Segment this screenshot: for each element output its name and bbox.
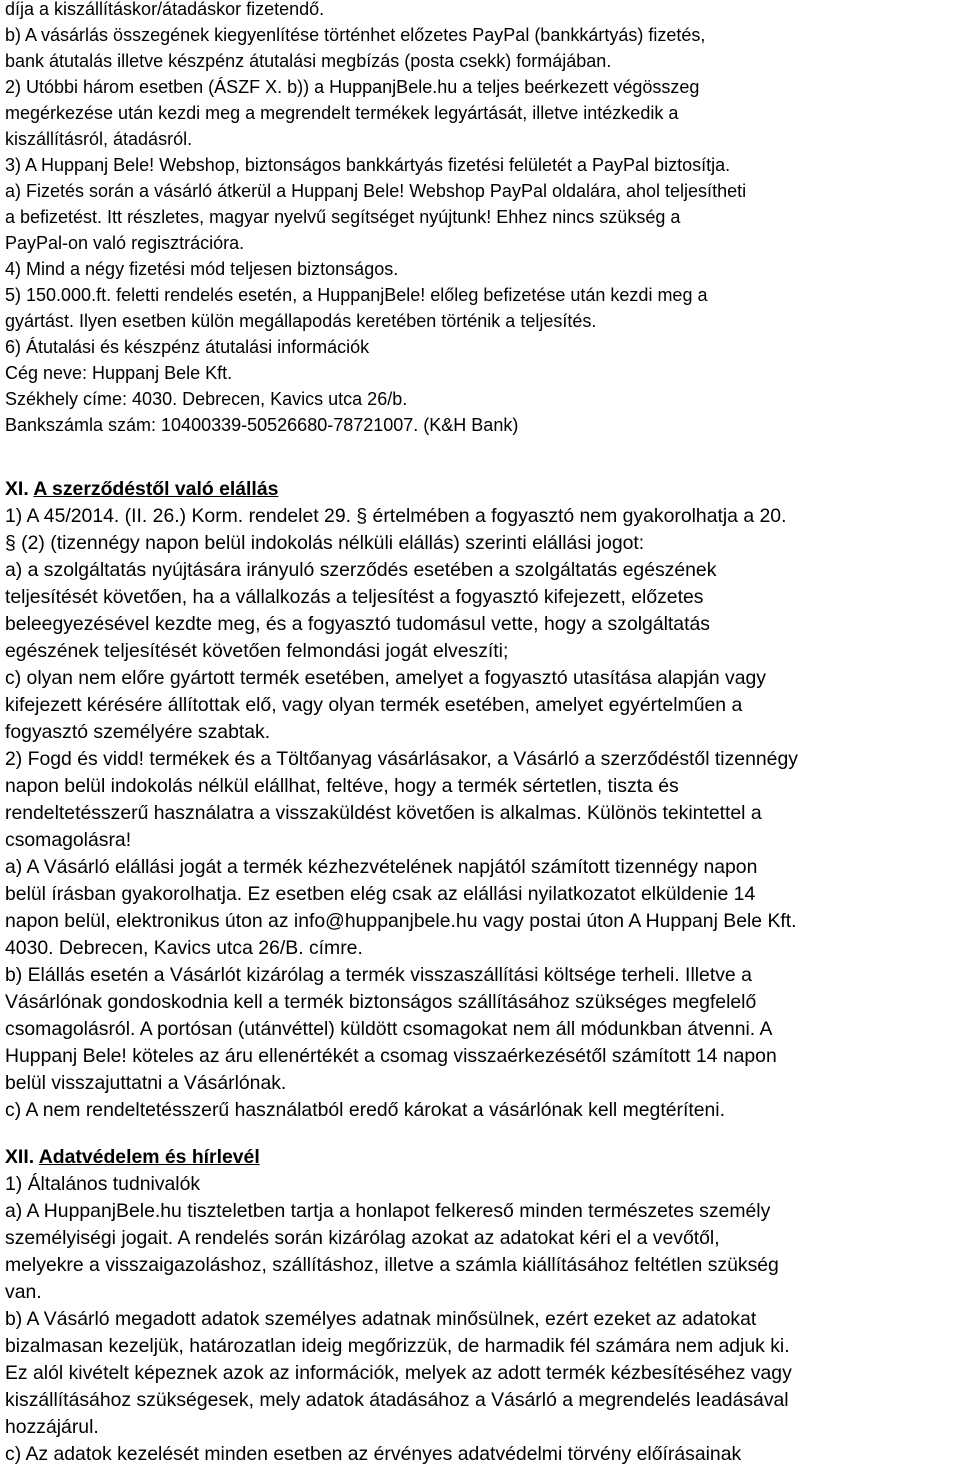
text-line: személyiségi jogait. A rendelés során kizárólag azokat az adatokat kéri el a vevőtől,: [5, 1227, 720, 1249]
text-line: kifejezett kérésére állítottak elő, vagy olyan termék esetében, amelyet egyértelműen a: [5, 694, 743, 716]
text-line: c) Az adatok kezelését minden esetben az érvényes adatvédelmi törvény előírásainak: [5, 1443, 742, 1465]
text-line: 3) A Huppanj Bele! Webshop, biztonságos bankkártyás fizetési felületét a PayPal biztosítja.: [5, 155, 731, 175]
text-line: napon belül indokolás nélkül elállhat, feltéve, hogy a termék sértetlen, tiszta és: [5, 775, 679, 797]
text-line: gyártást. Ilyen esetben külön megállapodás keretében történik a teljesítés.: [5, 311, 597, 331]
text-line: c) A nem rendeltetésszerű használatból eredő károkat a vásárlónak kell megtéríteni.: [5, 1099, 725, 1121]
text-line: egészének teljesítését követően felmondási jogát elveszíti;: [5, 640, 509, 662]
text-line: b) A vásárlás összegének kiegyenlítése történhet előzetes PayPal (bankkártyás) fizetés,: [5, 25, 706, 45]
text-line: Székhely címe: 4030. Debrecen, Kavics utca 26/b.: [5, 389, 408, 409]
text-line: Bankszámla szám: 10400339-50526680-78721007. (K&H Bank): [5, 415, 519, 435]
section-heading-xii: [5, 1148, 260, 1167]
section-heading-xi: [5, 480, 278, 499]
text-line: 2) Utóbbi három esetben (ÁSZF X. b)) a HuppanjBele.hu a teljes beérkezett végösszeg: [5, 77, 700, 97]
text-line: bank átutalás illetve készpénz átutalási megbízás (posta csekk) formájában.: [5, 51, 612, 71]
text-line: 2) Fogd és vidd! termékek és a Töltőanyag vásárlásakor, a Vásárló a szerződéstől tizennégy: [5, 748, 798, 770]
text-line: belül írásban gyakorolhatja. Ez esetben elég csak az elállási nyilatkozatot elküldenie 14: [5, 883, 756, 905]
text-line: teljesítését követően, ha a vállalkozás a teljesítést a fogyasztó kifejezett, előzetes: [5, 586, 704, 608]
text-line: 1) Általános tudnivalók: [5, 1173, 201, 1195]
text-line: a) Fizetés során a vásárló átkerül a Huppanj Bele! Webshop PayPal oldalára, ahol teljesítheti: [5, 181, 747, 201]
section-title: A szerződéstől való elállás: [33, 478, 279, 500]
text-line: csomagolásra!: [5, 829, 132, 851]
text-line: kiszállításához szükségesek, mely adatok átadásához a Vásárló a megrendelés leadásával: [5, 1389, 789, 1411]
text-line: bizalmasan kezeljük, határozatlan ideig megőrizzük, de harmadik fél számára nem adjuk ki.: [5, 1335, 790, 1357]
text-line: a) A Vásárló elállási jogát a termék kézhezvételének napjától számított tizennégy napon: [5, 856, 758, 878]
text-line: a) A HuppanjBele.hu tiszteletben tartja a honlapot felkereső minden természetes személy: [5, 1200, 771, 1222]
text-line: Huppanj Bele! köteles az áru ellenértékét a csomag visszaérkezésétől számított 14 napon: [5, 1045, 777, 1067]
text-line: a) a szolgáltatás nyújtására irányuló szerződés esetében a szolgáltatás egészének: [5, 559, 717, 581]
text-line: csomagolásról. A portósan (utánvéttel) küldött csomagokat nem áll módunkban átvenni. A: [5, 1018, 773, 1040]
text-line: Cég neve: Huppanj Bele Kft.: [5, 363, 233, 383]
text-line: fogyasztó személyére szabtak.: [5, 721, 271, 743]
text-line: PayPal-on való regisztrációra.: [5, 233, 245, 253]
text-line: b) Elállás esetén a Vásárlót kizárólag a termék visszaszállítási költsége terheli. Illetve a: [5, 964, 752, 986]
section-number: XII.: [5, 1146, 35, 1168]
section-title: Adatvédelem és hírlevél: [38, 1146, 260, 1168]
text-line: napon belül, elektronikus úton az info@huppanjbele.hu vagy postai úton A Huppanj Bele Kft.: [5, 910, 797, 932]
text-line: van.: [5, 1281, 42, 1303]
text-line: rendeltetésszerű használatra a visszaküldést követően is alkalmas. Különös tekintettel a: [5, 802, 762, 824]
text-line: 4030. Debrecen, Kavics utca 26/B. címre.: [5, 937, 363, 959]
text-line: c) olyan nem előre gyártott termék esetében, amelyet a fogyasztó utasítása alapján vagy: [5, 667, 766, 689]
text-line: melyekre a visszaigazoláshoz, szállításhoz, illetve a számla kiállításához feltétlen szükség: [5, 1254, 779, 1276]
text-line: 5) 150.000.ft. feletti rendelés esetén, a HuppanjBele! előleg befizetése után kezdi meg a: [5, 285, 708, 305]
text-line: § (2) (tizennégy napon belül indokolás nélküli elállás) szerinti elállási jogot:: [5, 532, 645, 554]
text-line: 1) A 45/2014. (II. 26.) Korm. rendelet 29. § értelmében a fogyasztó nem gyakorolhatja a 20.: [5, 505, 787, 527]
text-line: díja a kiszállításkor/átadáskor fizetendő.: [5, 0, 325, 19]
text-line: Vásárlónak gondoskodnia kell a termék biztonságos szállításához szükséges megfelelő: [5, 991, 757, 1013]
section-number: XI.: [5, 478, 29, 500]
text-line: Ez alól kivételt képeznek azok az információk, melyek az adott termék kézbesítéséhez vagy: [5, 1362, 792, 1384]
text-line: beleegyezésével kezdte meg, és a fogyasztó tudomásul vette, hogy a szolgáltatás: [5, 613, 710, 635]
text-line: 6) Átutalási és készpénz átutalási információk: [5, 337, 370, 357]
text-line: megérkezése után kezdi meg a megrendelt termékek legyártását, illetve intézkedik a: [5, 103, 679, 123]
text-line: a befizetést. Itt részletes, magyar nyelvű segítséget nyújtunk! Ehhez nincs szükség a: [5, 207, 681, 227]
text-line: kiszállításról, átadásról.: [5, 129, 193, 149]
text-line: 4) Mind a négy fizetési mód teljesen biztonságos.: [5, 259, 399, 279]
text-line: b) A Vásárló megadott adatok személyes adatnak minősülnek, ezért ezeket az adatokat: [5, 1308, 757, 1330]
text-line: hozzájárul.: [5, 1416, 99, 1438]
text-line: belül visszajuttatni a Vásárlónak.: [5, 1072, 287, 1094]
